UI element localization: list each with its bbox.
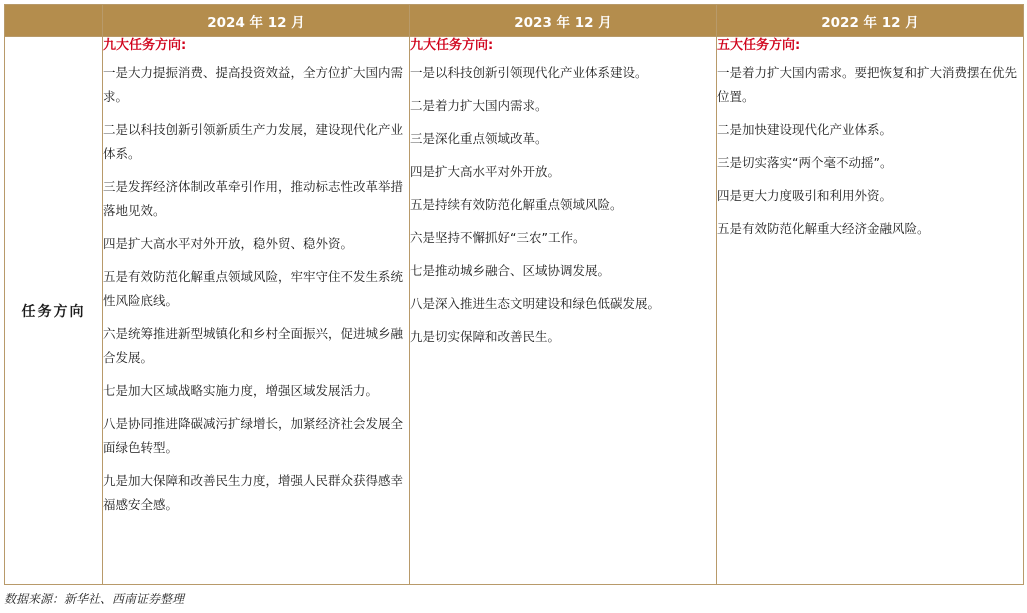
- list-item: 二是着力扩大国内需求。: [410, 98, 548, 113]
- task-row: [5, 37, 1024, 585]
- list-item: 九是加大保障和改善民生力度，增强人民群众获得感幸福感安全感。: [103, 473, 404, 512]
- row-label: 任务方向: [5, 37, 103, 585]
- cell-2024: [103, 37, 410, 585]
- list-item: 六是坚持不懈抓好“三农”工作。: [410, 230, 586, 245]
- list-item: 三是深化重点领域改革。: [410, 131, 548, 146]
- task-direction-table: [4, 4, 1024, 585]
- header-2024: 2024 年 12 月: [103, 5, 410, 37]
- header-2022: 2022 年 12 月: [717, 5, 1024, 37]
- list-item: 七是推动城乡融合、区域协调发展。: [410, 263, 611, 278]
- header-row: [5, 5, 1024, 37]
- list-item: 一是以科技创新引领现代化产业体系建设。: [410, 65, 648, 80]
- list-item: 三是发挥经济体制改革牵引作用，推动标志性改革举措落地见效。: [103, 179, 404, 218]
- list-item: 四是更大力度吸引和利用外资。: [717, 188, 893, 203]
- list-item: 一是大力提振消费、提高投资效益，全方位扩大国内需求。: [103, 65, 404, 104]
- list-item: 三是切实落实“两个毫不动摇”。: [717, 155, 893, 170]
- cell-title: 五大任务方向:: [717, 38, 801, 53]
- list-item: 九是切实保障和改善民生。: [410, 329, 561, 344]
- list-item: 四是扩大高水平对外开放，稳外贸、稳外资。: [103, 236, 354, 251]
- list-item: 二是以科技创新引领新质生产力发展，建设现代化产业体系。: [103, 122, 404, 161]
- list-item: 五是有效防范化解重大经济金融风险。: [717, 221, 930, 236]
- cell-2022: [717, 37, 1024, 585]
- list-item: 二是加快建设现代化产业体系。: [717, 122, 893, 137]
- list-item: 七是加大区域战略实施力度，增强区域发展活力。: [103, 383, 379, 398]
- header-corner: [5, 5, 103, 37]
- list-item: 六是统筹推进新型城镇化和乡村全面振兴，促进城乡融合发展。: [103, 326, 404, 365]
- list-item: 五是持续有效防范化解重点领域风险。: [410, 197, 623, 212]
- cell-title: 九大任务方向:: [103, 38, 187, 53]
- cell-title: 九大任务方向:: [410, 38, 494, 53]
- list-item: 八是协同推进降碳减污扩绿增长，加紧经济社会发展全面绿色转型。: [103, 416, 404, 455]
- source-note: 数据来源：新华社、西南证券整理: [4, 592, 185, 606]
- list-item: 四是扩大高水平对外开放。: [410, 164, 561, 179]
- header-2023: 2023 年 12 月: [410, 5, 717, 37]
- list-item: 八是深入推进生态文明建设和绿色低碳发展。: [410, 296, 661, 311]
- cell-2023: [410, 37, 717, 585]
- list-item: 一是着力扩大国内需求。要把恢复和扩大消费摆在优先位置。: [717, 65, 1018, 104]
- list-item: 五是有效防范化解重点领域风险，牢牢守住不发生系统性风险底线。: [103, 269, 404, 308]
